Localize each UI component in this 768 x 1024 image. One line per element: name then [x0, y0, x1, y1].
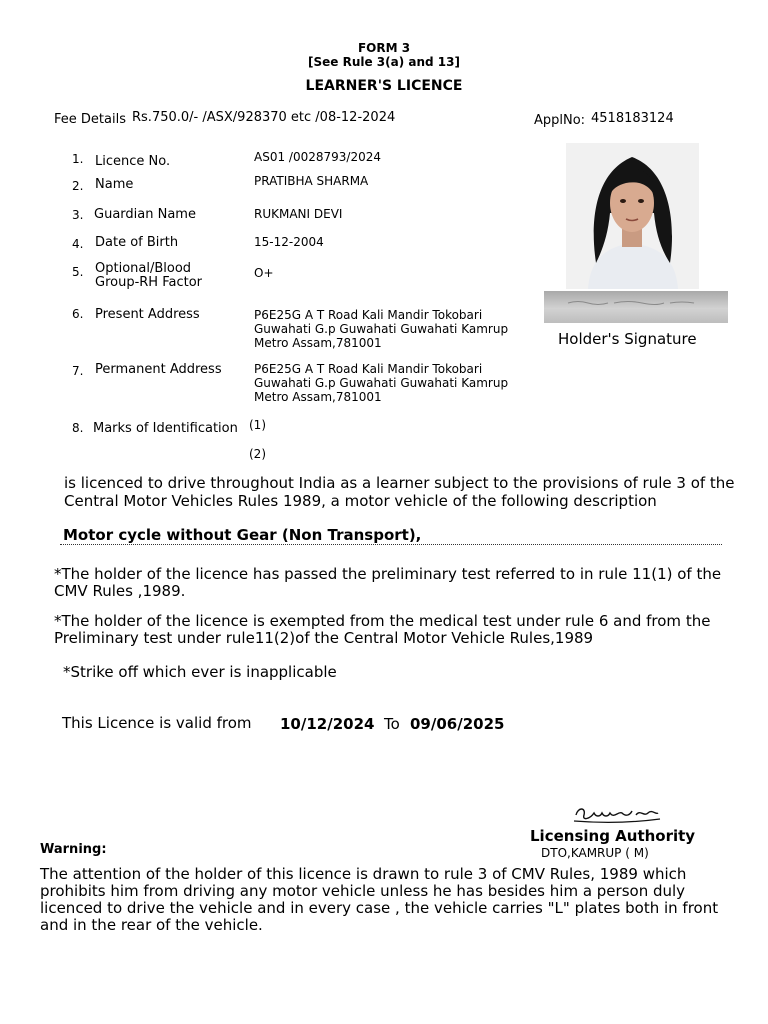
dotted-divider: [60, 544, 722, 545]
field-number: 4.: [72, 237, 84, 251]
field-value-guardian: RUKMANI DEVI: [254, 207, 343, 221]
holder-signature-label: Holder's Signature: [558, 330, 697, 348]
field-label-dob: Date of Birth: [95, 235, 179, 250]
field-number: 7.: [72, 364, 84, 378]
validity-to-label: To: [384, 715, 400, 733]
identification-mark-1: (1): [249, 418, 266, 432]
note-strike-off: *Strike off which ever is inapplicable: [63, 663, 337, 681]
field-label-present-address: Present Address: [95, 307, 200, 322]
field-number: 2.: [72, 179, 84, 193]
validity-label: This Licence is valid from: [62, 714, 252, 732]
field-number: 1.: [72, 152, 84, 166]
field-label-guardian: Guardian Name: [94, 207, 196, 222]
holder-photo: [566, 143, 699, 289]
field-number: 5.: [72, 265, 84, 279]
appl-no-value: 4518183124: [591, 111, 674, 126]
page-title: LEARNER'S LICENCE: [305, 78, 463, 94]
authority-signature-icon: [570, 801, 662, 827]
field-value-blood-group: O+: [254, 266, 274, 280]
holder-signature-image: [544, 291, 728, 323]
field-value-dob: 15-12-2004: [254, 235, 324, 249]
field-value-present-address: P6E25G A T Road Kali Mandir Tokobari Guwahati G.p Guwahati Guwahati Kamrup Metro Assam,781001: [254, 308, 509, 350]
valid-to-date: 09/06/2025: [410, 715, 505, 733]
appl-no-label: ApplNo:: [534, 113, 586, 128]
warning-label: Warning:: [40, 842, 107, 857]
licensing-authority-title: Licensing Authority: [530, 827, 696, 845]
field-value-licence-no: AS01 /0028793/2024: [254, 150, 381, 164]
field-label-identification: Marks of Identification: [93, 421, 238, 436]
licence-description: is licenced to drive throughout India as a learner subject to the provisions of rule 3 of the Central Motor Vehicles Rules 1989, a motor vehicle of the following description: [64, 474, 735, 510]
identification-mark-2: (2): [249, 447, 266, 461]
vehicle-class: Motor cycle without Gear (Non Transport),: [63, 526, 422, 544]
person-silhouette-icon: [566, 143, 699, 289]
field-label-blood-group: Optional/Blood Group-RH Factor: [95, 261, 203, 290]
field-number: 8.: [72, 421, 84, 435]
rule-reference: [See Rule 3(a) and 13]: [308, 55, 460, 69]
field-number: 3.: [72, 208, 84, 222]
valid-from-date: 10/12/2024: [280, 715, 375, 733]
field-label-name: Name: [95, 177, 134, 192]
field-number: 6.: [72, 307, 84, 321]
licensing-authority-office: DTO,KAMRUP ( M): [541, 846, 649, 860]
note-preliminary-test: *The holder of the licence has passed the preliminary test referred to in rule 11(1) of the CMV Rules ,1989.: [54, 565, 722, 600]
warning-text: The attention of the holder of this licence is drawn to rule 3 of CMV Rules, 1989 which prohibits him from driving any motor vehicle unless he has besides him a person duly licenced to drive the vehicle and in every case , the vehicle carries "L" plates both in front and in the rear of the vehicle.: [40, 865, 719, 934]
fee-details-value: Rs.750.0/- /ASX/928370 etc /08-12-2024: [132, 110, 396, 125]
field-label-licence-no: Licence No.: [95, 154, 171, 169]
note-medical-exemption: *The holder of the licence is exempted from the medical test under rule 6 and from the Preliminary test under rule11(2)of the Central Motor Vehicle Rules,1989: [54, 612, 711, 647]
signature-scribble-icon: [544, 291, 728, 323]
form-number: FORM 3: [357, 41, 411, 55]
fee-details-label: Fee Details: [54, 112, 126, 127]
field-value-name: PRATIBHA SHARMA: [254, 174, 369, 188]
field-value-permanent-address: P6E25G A T Road Kali Mandir Tokobari Guwahati G.p Guwahati Guwahati Kamrup Metro Assam,781001: [254, 362, 509, 404]
field-label-permanent-address: Permanent Address: [95, 362, 222, 377]
